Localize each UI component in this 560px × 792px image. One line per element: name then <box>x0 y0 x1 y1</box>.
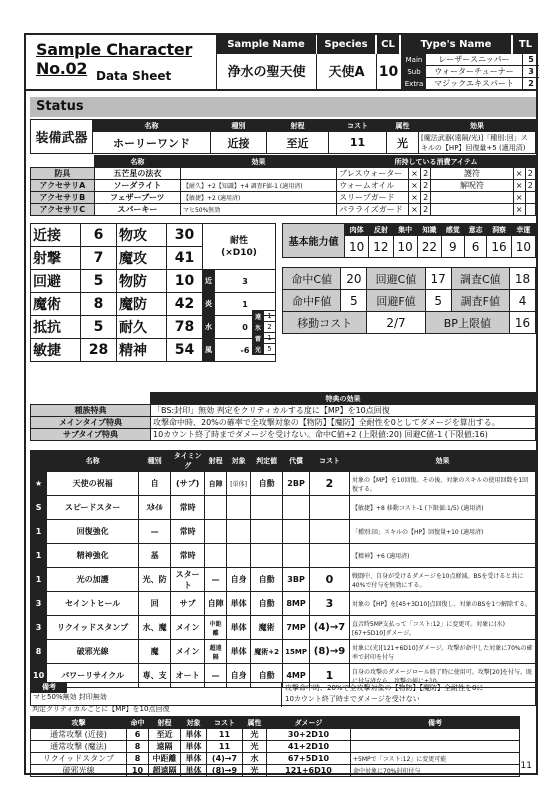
attacks-table: 攻撃 命中 射程 対象 コスト 属性 ダメージ 備考 通常攻撃 (近接) 6 至近 単体 11 光 30+2D10 通常攻撃 (魔法) 8 遠隔 単体 11 光 41+2D10 リクイッドスタンプ 8 中距離 単体 (4)→7 水 67+5D10 +5MPで「コスト:12」に変更可能 破邪光線 10 超遠隔 単体 (8)→9 光 121+6D10 命中対象に70%封印付与 <box>30 716 520 777</box>
page-number: 11 <box>520 761 532 771</box>
cl-label: CL <box>377 35 399 54</box>
weapon-effect: [魔法武器(遠隔/光)]「種別:回」スキルの【HP】回復量+5 (適用済) <box>419 132 536 154</box>
trait-row: メインタイプ特典 攻撃命中時、20%の確率で全攻撃対象の【物防】【魔防】全耐性を0としてダメージを算出する。 <box>31 417 536 429</box>
attack-row: リクイッドスタンプ 8 中距離 単体 (4)→7 水 67+5D10 +5MPで「コスト:12」に変更可能 <box>31 753 520 765</box>
tl-label: TL <box>513 35 538 54</box>
cl-value: 10 <box>376 54 400 91</box>
notes-box <box>30 682 536 706</box>
title-block <box>26 35 216 91</box>
character-sheet <box>24 33 538 775</box>
sheet-title: Sample Character No.02 <box>36 40 193 78</box>
types-label: Type's Name <box>401 35 511 54</box>
attack-row: 破邪光線 10 超遠隔 単体 (8)→9 光 121+6D10 命中対象に70%封印付与 <box>31 765 520 777</box>
type-row-sub: Sub ウォーターチューナー 3 <box>402 66 539 78</box>
skill-row: 10 パワーリサイクル 専、支 オート — 自身 自動 4MP 1 自身の攻撃のダメージロール終了時に使用可。攻撃[20]を付与。既に付与済なら、攻撃の値に+10。 <box>31 664 536 688</box>
status-heading: Status <box>30 97 536 117</box>
skill-row: 1 精神強化 基 常時 【精神】+6 (適用済) <box>31 544 536 568</box>
attack-row: 通常攻撃 (魔法) 8 遠隔 単体 11 光 41+2D10 <box>31 741 520 753</box>
skills-table: 名称 種別 タイミング 射程 対象 判定値 代償 コスト 効果 ★ 天使の祝福 自 (サブ) 自陣 [単体] 自動 2BP 2 対象の【MP】を10回復。その後、対象のスキルの使用回数を1回復する。 S スピードスター ｽﾀｲﾙ 常時 【敏捷】+8 移動コスト-1 (下限値:1/5) (適用済) 1 回復強化 — 常時 「種別:回」スキルの【HP】回復量+10 (適用済) 1 精神強化 基 常時 【精神】+6 (適用済) 1 光の加護 光、防 スタート — 自身 自動 3BP 0 戦闘中、自身が受けるダメージを10点軽減。BSを受けると共に40%で付与を無効にする。 3 セイントヒール 回 サブ 自陣 単体 自動 8MP 3 対象の【HP】を[45+3D10]点回復し、対象のBSを1つ解除する。 3 リクイッドスタンプ 水、魔 メイン 中距離 単体 魔術 7MP (4)→7 直音時5MP支払って「コスト:12」に変更可。対象に(水)[67+5D10]ダメージ。 8 破邪光線 魔 メイン 超遠隔 単体 魔術+2 15MP (8)→9 対象に(光)[121+6D10]ダメージ。攻撃が命中した対象に70%の確率で封印を付与 10 パワーリサイクル 専、支 オート — 自身 自動 4MP 1 自身の攻撃のダメージロール終了時に使用可。攻撃[20]を付与。既に付与済なら、攻撃の値に+10。 <box>30 450 536 688</box>
weapon-label: 装備武器 <box>31 120 93 154</box>
weapon-kind: 近接 <box>211 132 267 154</box>
skill-row: 3 リクイッドスタンプ 水、魔 メイン 中距離 単体 魔術 7MP (4)→7 直音時5MP支払って「コスト:12」に変更可。対象に(水)[67+5D10]ダメージ。 <box>31 616 536 640</box>
skill-row: 1 回復強化 — 常時 「種別:回」スキルの【HP】回復量+10 (適用済) <box>31 520 536 544</box>
trait-row: 種族特典 「BS:封印」無効 判定をクリティカルする度に【MP】を10点回復 <box>31 405 536 417</box>
skill-row: 3 セイントヒール 回 サブ 自陣 単体 自動 8MP 3 対象の【HP】を[45+3D10]点回復し、対象のBSを1つ解除する。 <box>31 592 536 616</box>
stat-row: 射撃 7 魔攻 41 <box>31 247 276 270</box>
stat-row: 抵抗 5 耐久 78 水 0 <box>31 316 276 339</box>
armor-row: アクセサリA ソーダライト 【耐久】+2【知識】+4 調査F値-1 (適用済) ウォームオイル × 2 解呪符 × 2 <box>31 180 536 192</box>
skill-row: 1 光の加護 光、防 スタート — 自身 自動 3BP 0 戦闘中、自身が受けるダメージを10点軽減。BSを受けると共に40%で付与を無効にする。 <box>31 568 536 592</box>
traits-table: 特典の効果 種族特典 「BS:封印」無効 判定をクリティカルする度に【MP】を10点回復 メインタイプ特典 攻撃命中時、20%の確率で全攻撃対象の【物防】【魔防】全耐性を0としてダメージを算出する。 サブタイプ特典 10カウント終了時までダメージを受けない。命中C値+2 (上限値:20) 回避C値-1 (下限値:16) <box>30 392 536 441</box>
resist-extra: 遠 1 氷 2 雷 1 光 5 <box>252 310 276 355</box>
skill-row: 8 破邪光線 魔 メイン 超遠隔 単体 魔術+2 15MP (8)→9 対象に(光)[121+6D10]ダメージ。攻撃が命中した対象に70%の確率で封印を付与 <box>31 640 536 664</box>
notes-left: マヒ50%無効 封印無効 <box>33 693 107 701</box>
type-row-main: Main レーザースニッパー 5 <box>402 54 539 66</box>
stat-row: 魔術 8 魔防 42 炎 1 <box>31 293 276 316</box>
ability-table: 基本能力値 肉体 反射 集中 知識 感覚 意志 洞察 幸運 10 12 10 22 9 6 16 10 <box>282 223 536 258</box>
armor-table: 名称 効果 所持している消費アイテム 防具 五芒星の法衣 ブレスウォーター × 2 護符 × 2 アクセサリA ソーダライト 【耐久】+2【知識】+4 調査F値-1 (適用済) ウォームオイル × 2 解呪符 × 2 アクセサリB フェザーブーツ 【敏捷】+2 (適用済) スリープガード × 2 × アクセサリC スパーキー マヒ50%無効 パラライズガード × 2 × <box>30 155 536 216</box>
type-list <box>401 54 538 91</box>
sheet-subtitle: Data Sheet <box>96 69 172 83</box>
armor-row: アクセサリB フェザーブーツ 【敏捷】+2 (適用済) スリープガード × 2 × <box>31 192 536 204</box>
armor-row: 防具 五芒星の法衣 ブレスウォーター × 2 護符 × 2 <box>31 168 536 180</box>
weapon-name: ホーリーワンド <box>93 132 211 154</box>
weapon-range: 至近 <box>267 132 329 154</box>
type-row-extra: Extra マジックエキスパート 2 <box>402 78 539 90</box>
skill-row: S スピードスター ｽﾀｲﾙ 常時 【敏捷】+8 移動コスト-1 (下限値:1/5) (適用済) <box>31 496 536 520</box>
ability-label: 基本能力値 <box>283 224 345 258</box>
stat-row: 回避 5 物防 10 近 3 <box>31 270 276 293</box>
attack-row: 通常攻撃 (近接) 6 至近 単体 11 光 30+2D10 <box>31 729 520 741</box>
weapon-table: 装備武器 名称 種別 射程 コスト 属性 効果 ホーリーワンド 近接 至近 11 光 [魔法武器(遠隔/光)]「種別:回」スキルの【HP】回復量+5 (適用済) <box>30 119 536 154</box>
stat-row: 敏捷 28 精神 54 風 -6 <box>31 339 276 362</box>
weapon-attr: 光 <box>387 132 419 154</box>
species-label: Species <box>317 35 375 54</box>
weapon-cost: 11 <box>329 132 387 154</box>
check-table: 命中C値 20 回避C値 17 調査C値 18 命中F値 5 回避F値 5 調査F値 4 移動コスト 2/7 BP上限値 16 <box>282 267 536 334</box>
name-value: 浄水の聖天使 <box>216 54 316 91</box>
stat-row: 近接 6 物攻 30 耐性 (×D10) <box>31 224 276 247</box>
trait-row: サブタイプ特典 10カウント終了時までダメージを受けない。命中C値+2 (上限値:20) 回避C値-1 (下限値:16) <box>31 429 536 441</box>
armor-row: アクセサリC スパーキー マヒ50%無効 パラライズガード × 2 × <box>31 204 536 216</box>
name-label: Sample Name <box>216 35 316 54</box>
species-value: 天使A <box>316 54 376 91</box>
stat-grid <box>30 223 276 362</box>
notes-left-line2: 判定クリティカルごとに【MP】を10点回復 <box>32 705 170 713</box>
resist-label: 耐性 (×D10) <box>203 224 276 270</box>
notes-label: 備考 <box>31 682 67 693</box>
sheet-header <box>26 35 536 91</box>
notes-right: 攻撃命中時、20%で全攻撃対象の【物防】【魔防】全耐性を0に 10カウント終了時までダメージを受けない <box>281 683 484 707</box>
skill-row: ★ 天使の祝福 自 (サブ) 自陣 [単体] 自動 2BP 2 対象の【MP】を10回復。その後、対象のスキルの使用回数を1回復する。 <box>31 472 536 496</box>
